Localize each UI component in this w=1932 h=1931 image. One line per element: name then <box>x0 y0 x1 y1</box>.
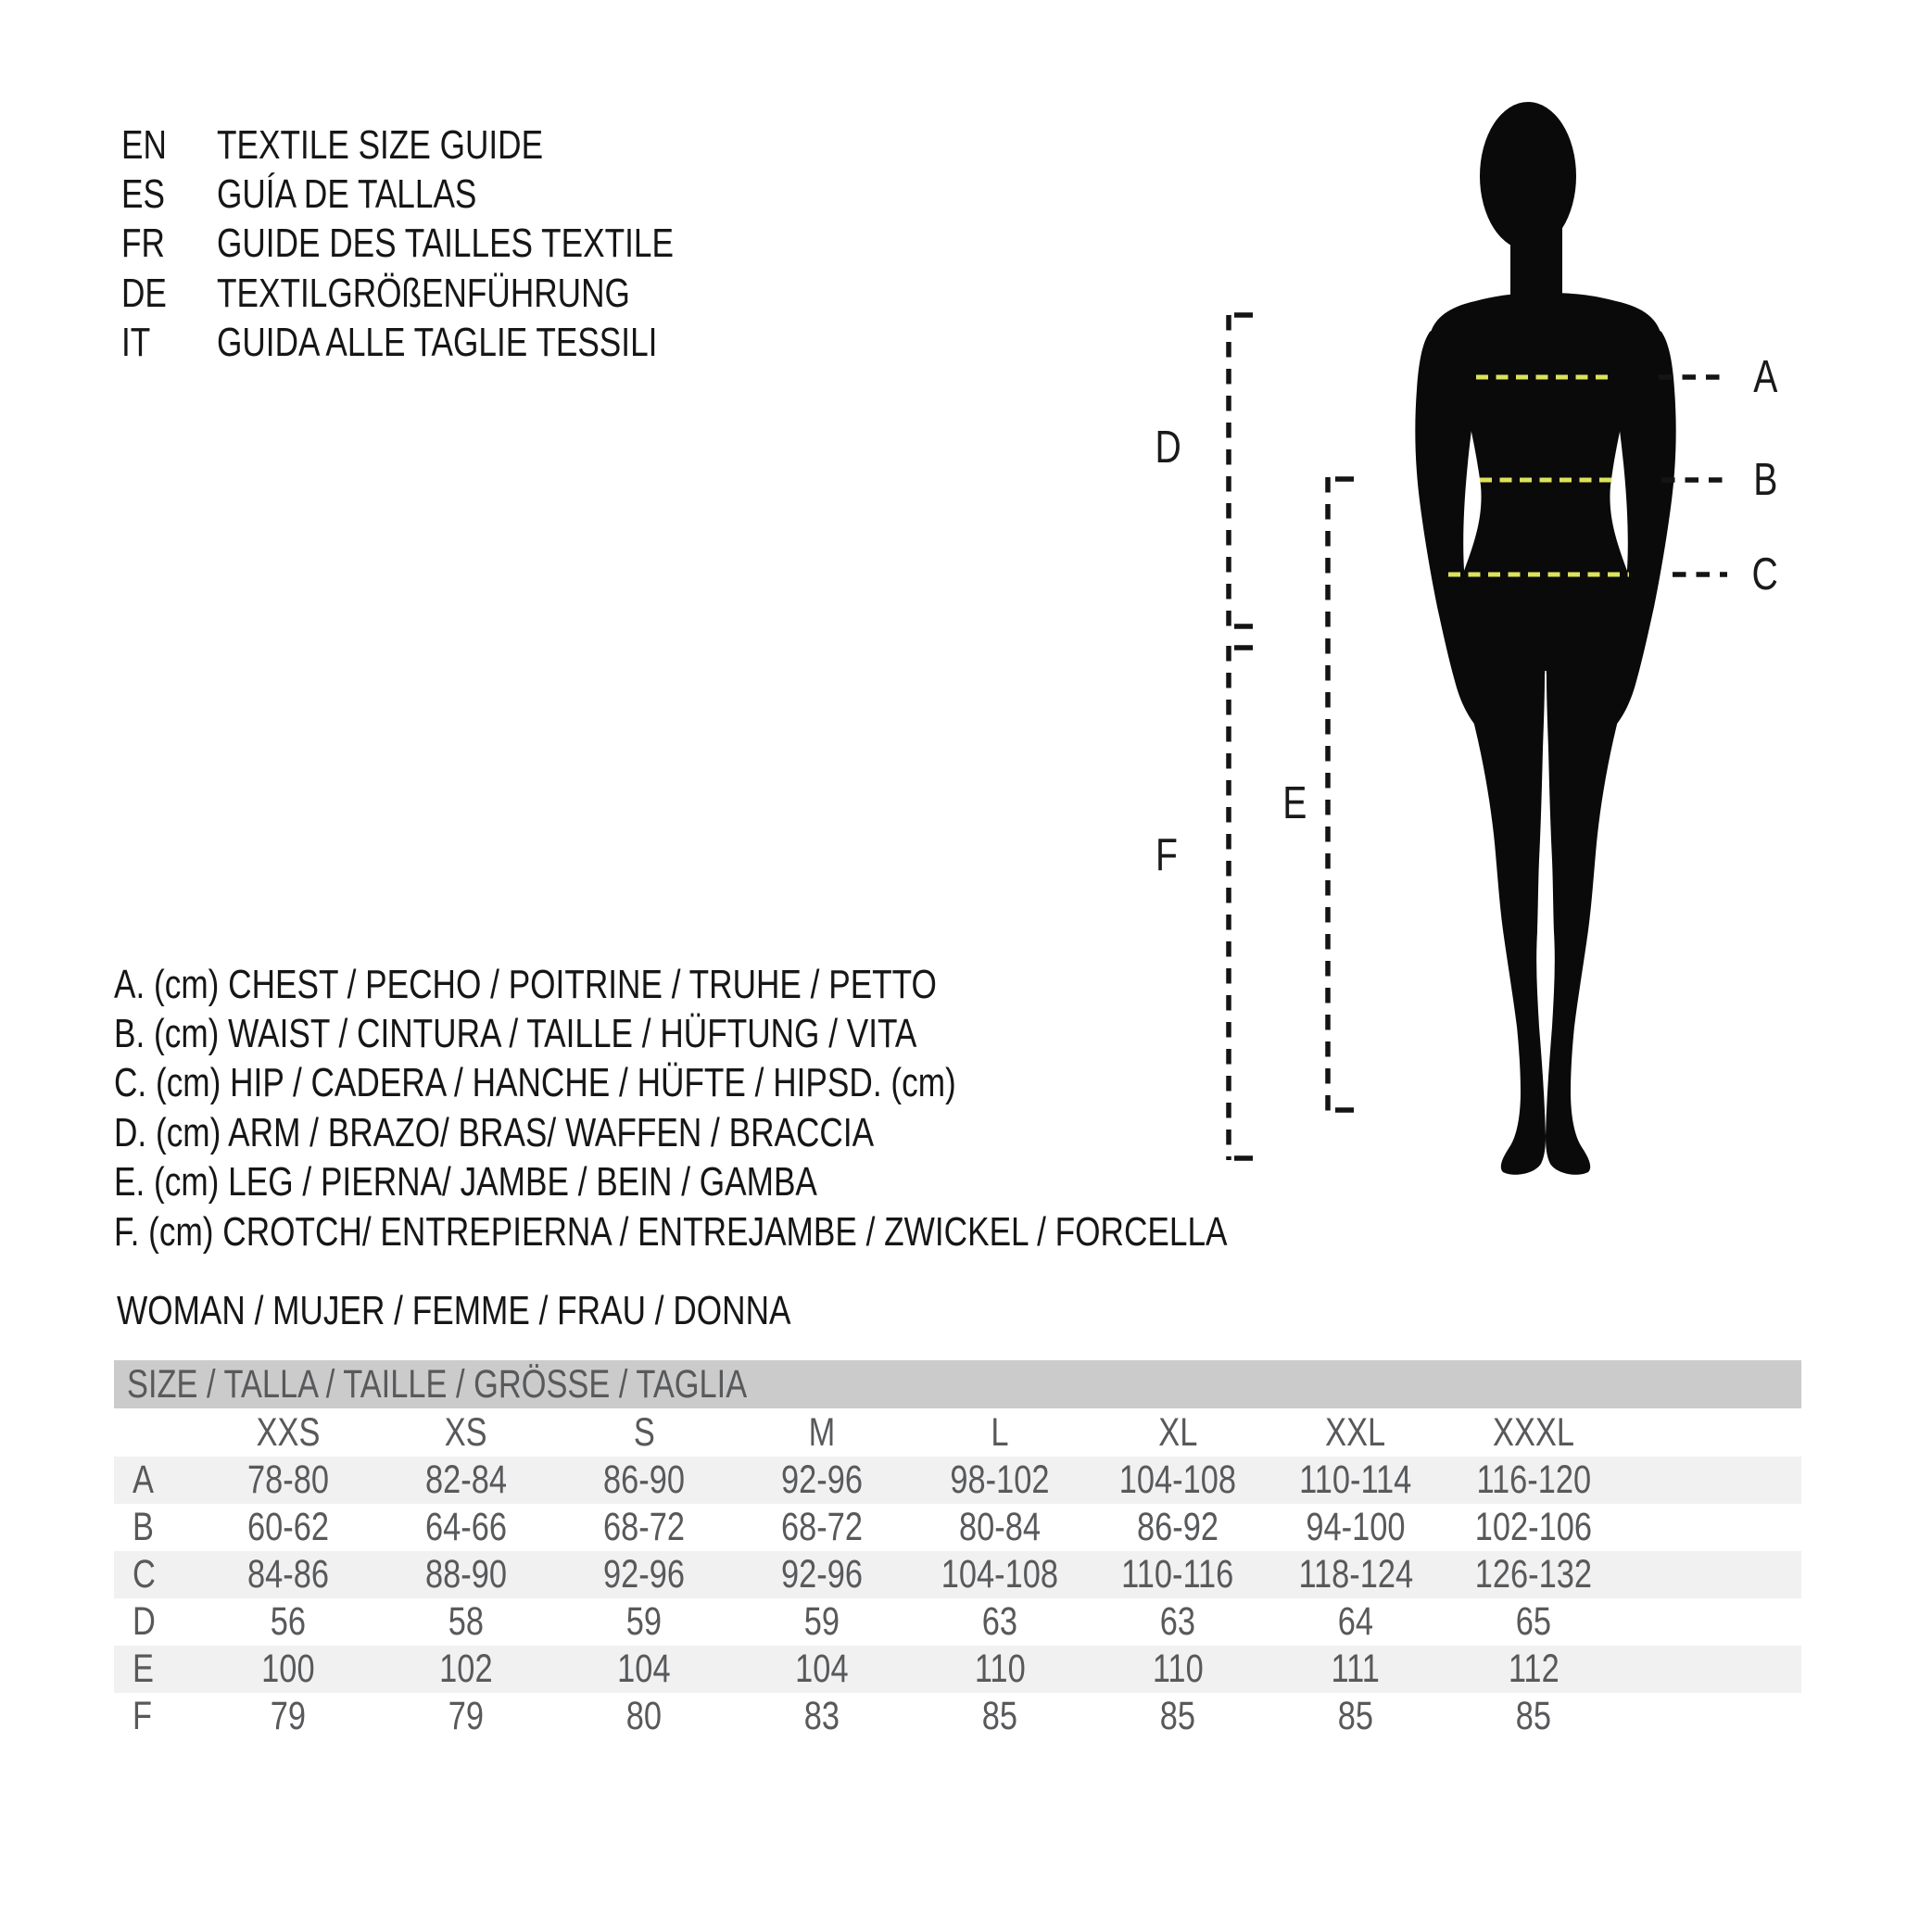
table-cell: 82-84 <box>424 1458 507 1502</box>
table-row-label: D <box>133 1599 156 1644</box>
size-header-row <box>114 1408 1801 1457</box>
language-code: DE <box>121 270 167 316</box>
language-row <box>121 220 788 269</box>
size-header-spacer <box>114 1408 199 1457</box>
table-cell: 88-90 <box>424 1552 507 1597</box>
table-cell: 80-84 <box>958 1505 1041 1549</box>
language-code: ES <box>121 171 165 218</box>
measurement-row: A. (cm) CHEST / PECHO / POITRINE / TRUHE / PETTO <box>114 961 937 1007</box>
table-row <box>114 1598 1801 1646</box>
table-row-label: B <box>133 1505 154 1549</box>
table-cell: 110-116 <box>1121 1552 1234 1597</box>
table-cell: 116-120 <box>1476 1458 1591 1502</box>
table-rows <box>114 1457 1801 1740</box>
table-header-text: SIZE / TALLA / TAILLE / GRÖSSE / TAGLIA <box>127 1361 748 1407</box>
measurement-row: F. (cm) CROTCH/ ENTREPIERNA / ENTREJAMBE / ZWICKEL / FORCELLA <box>114 1208 1228 1255</box>
silhouette-right-leg <box>1546 599 1635 1175</box>
marker-label-arm <box>1141 420 1196 475</box>
table-row-label: A <box>133 1458 154 1502</box>
table-cell: 59 <box>625 1599 663 1644</box>
language-row <box>121 319 788 368</box>
table-cell: 104-108 <box>1118 1458 1237 1502</box>
table-cell: 78-80 <box>246 1458 329 1502</box>
language-title: GUIDE DES TAILLES TEXTILE <box>217 221 674 267</box>
table-cell: 98-102 <box>950 1458 1050 1502</box>
language-row <box>121 269 788 318</box>
marker-label-crotch <box>1139 827 1194 883</box>
marker-letter-c: C <box>1751 549 1779 599</box>
table-cell: 102-106 <box>1474 1505 1593 1549</box>
language-title: TEXTILE SIZE GUIDE <box>217 121 544 168</box>
table-cell: 104 <box>795 1647 849 1691</box>
table-cell: 63 <box>981 1599 1018 1644</box>
table-row <box>114 1457 1801 1504</box>
table-cell: 59 <box>803 1599 840 1644</box>
language-title: TEXTILGRÖßENFÜHRUNG <box>217 270 630 316</box>
table-cell: 86-90 <box>602 1458 685 1502</box>
marker-letter-e: E <box>1282 778 1307 828</box>
size-column-header: XXL <box>1325 1409 1386 1455</box>
table-cell: 56 <box>270 1599 307 1644</box>
table-cell: 110 <box>1152 1647 1204 1691</box>
size-column-header: M <box>808 1409 836 1455</box>
table-cell: 86-92 <box>1136 1505 1219 1549</box>
measurement-row: D. (cm) ARM / BRAZO/ BRAS/ WAFFEN / BRACCIA <box>114 1109 875 1155</box>
table-cell: 68-72 <box>602 1505 685 1549</box>
table-cell: 63 <box>1159 1599 1196 1644</box>
table-row <box>114 1504 1801 1551</box>
marker-label-chest <box>1737 349 1793 405</box>
measurement-row: B. (cm) WAIST / CINTURA / TAILLE / HÜFTUNG / VITA <box>114 1011 917 1057</box>
table-cell: 92-96 <box>780 1552 863 1597</box>
table-row-label: C <box>133 1552 156 1597</box>
language-title: GUIDA ALLE TAGLIE TESSILI <box>217 320 658 366</box>
table-cell: 126-132 <box>1474 1552 1593 1597</box>
table-cell: 110 <box>974 1647 1026 1691</box>
table-cell: 65 <box>1515 1599 1552 1644</box>
marker-letter-a: A <box>1752 352 1778 402</box>
size-table <box>114 1360 1801 1740</box>
table-cell: 102 <box>439 1647 493 1691</box>
table-cell: 110-114 <box>1299 1458 1412 1502</box>
table-cell: 79 <box>448 1694 485 1738</box>
size-column-header: XS <box>445 1409 487 1455</box>
marker-label-leg <box>1267 776 1322 831</box>
table-row <box>114 1693 1801 1740</box>
table-cell: 60-62 <box>246 1505 329 1549</box>
table-cell: 85 <box>1515 1694 1552 1738</box>
size-column-header: XXXL <box>1493 1409 1574 1455</box>
silhouette-neck <box>1510 221 1562 302</box>
size-column-header: XL <box>1157 1409 1198 1455</box>
marker-label-hip <box>1737 547 1793 602</box>
size-column-header: L <box>991 1409 1009 1455</box>
language-row <box>121 170 788 219</box>
language-code: FR <box>121 221 165 267</box>
gender-heading-text: WOMAN / MUJER / FEMME / FRAU / DONNA <box>117 1288 791 1333</box>
table-cell: 80 <box>625 1694 663 1738</box>
marker-letter-d: D <box>1155 423 1182 473</box>
size-column-header: XXS <box>256 1409 321 1455</box>
table-cell: 85 <box>1159 1694 1196 1738</box>
table-row <box>114 1646 1801 1693</box>
marker-letter-b: B <box>1752 455 1778 505</box>
table-cell: 79 <box>270 1694 307 1738</box>
table-row <box>114 1551 1801 1598</box>
table-cell: 92-96 <box>602 1552 685 1597</box>
marker-label-waist <box>1737 452 1793 508</box>
table-cell: 64 <box>1337 1599 1374 1644</box>
table-row-label: F <box>133 1694 153 1738</box>
table-cell: 58 <box>448 1599 485 1644</box>
table-cell: 94-100 <box>1306 1505 1406 1549</box>
table-cell: 64-66 <box>424 1505 507 1549</box>
table-cell: 85 <box>981 1694 1018 1738</box>
table-cell: 83 <box>803 1694 840 1738</box>
table-cell: 92-96 <box>780 1458 863 1502</box>
measurement-list <box>114 960 1506 1256</box>
table-cell: 100 <box>261 1647 315 1691</box>
table-cell: 112 <box>1508 1647 1559 1691</box>
table-cell: 85 <box>1337 1694 1374 1738</box>
table-cell: 118-124 <box>1298 1552 1413 1597</box>
table-cell: 68-72 <box>780 1505 863 1549</box>
language-code: IT <box>121 320 151 366</box>
language-title: GUÍA DE TALLAS <box>217 171 477 218</box>
table-row-label: E <box>133 1647 154 1691</box>
measurement-row: C. (cm) HIP / CADERA / HANCHE / HÜFTE / HIPSD. (cm) <box>114 1060 956 1106</box>
language-row <box>121 120 788 170</box>
table-cell: 104-108 <box>941 1552 1059 1597</box>
table-cell: 84-86 <box>246 1552 329 1597</box>
size-column-header: S <box>633 1409 655 1455</box>
language-code: EN <box>121 121 167 168</box>
measurement-row: E. (cm) LEG / PIERNA/ JAMBE / BEIN / GAMBA <box>114 1159 817 1205</box>
marker-letter-f: F <box>1155 830 1178 880</box>
table-cell: 104 <box>617 1647 671 1691</box>
language-list <box>121 120 788 368</box>
table-header-bar <box>114 1360 1801 1408</box>
table-cell: 111 <box>1331 1647 1381 1691</box>
gender-heading <box>117 1286 959 1336</box>
